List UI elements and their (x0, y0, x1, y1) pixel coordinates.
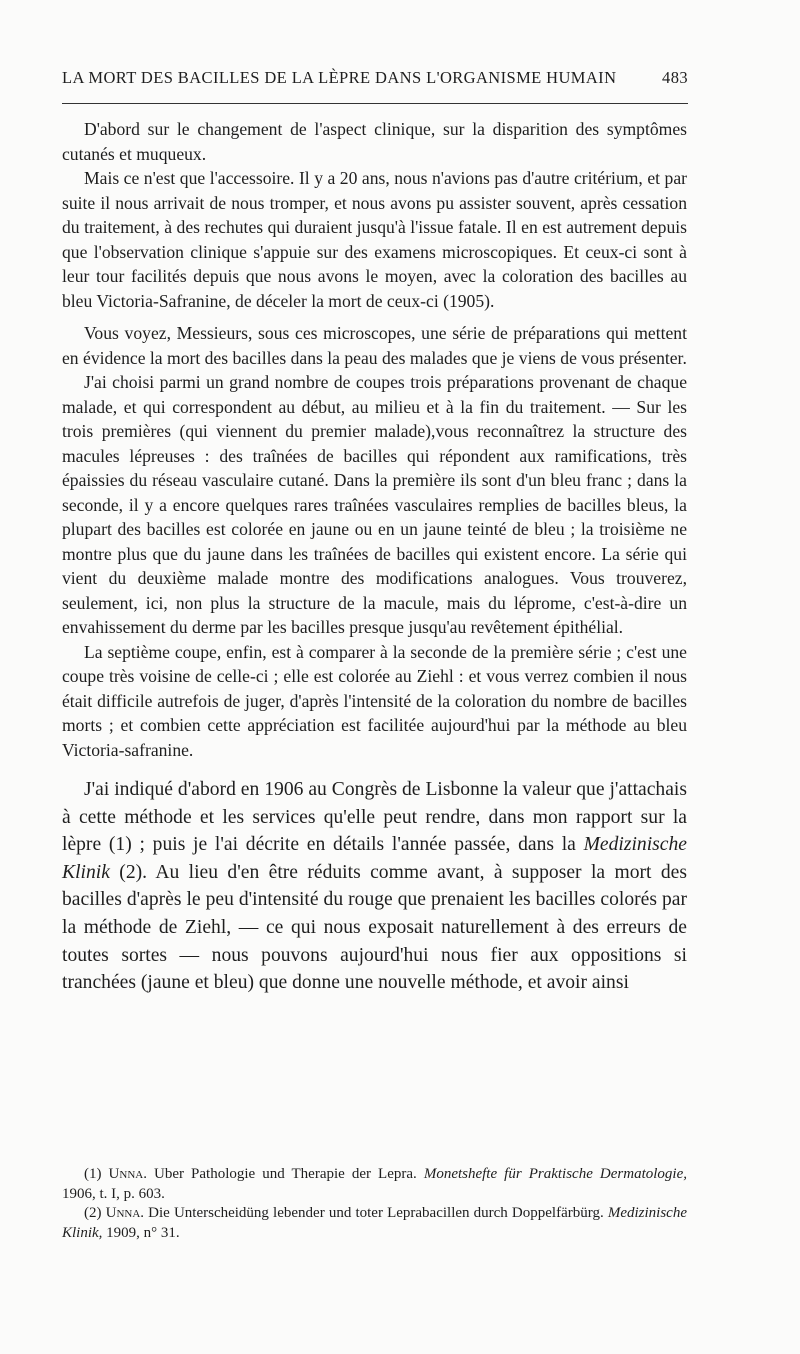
header-rule (62, 103, 688, 104)
paragraph: Mais ce n'est que l'accessoire. Il y a 20 ans, nous n'avions pas d'autre critérium, et par suite il nous arrivait de nous tromper, et nous avons pu assister souvent, après cessation du traitement, à des rechutes qui duraient jusqu'à l'issue fatale. Il en est autrement depuis que l'observation clinique s'appuie sur des examens microscopiques. Et ceux-ci sont à leur tour facilités depuis que nous avons le moyen, avec la coloration des bacilles au bleu Victoria-Safranine, de déceler la mort de ceux-ci (1905). (62, 168, 687, 311)
paragraph-text: (2). Au lieu d'en être réduits comme avant, à supposer la mort des bacilles d'après le peu d'intensité du rouge que prenaient les bacilles colorés par la méthode de Ziehl, — ce qui nous exposait naturellement à des erreurs de toutes sortes — nous pouvons aujourd'hui nous fier aux oppositions si tranchées (jaune et bleu) que donne une nouvelle méthode, et avoir ainsi (62, 861, 687, 994)
small-text-block (62, 117, 687, 762)
footnote-author: Unna (108, 1166, 144, 1182)
footnote-author: Unna (105, 1205, 141, 1222)
paragraph: D'abord sur le changement de l'aspect clinique, sur la disparition des symptômes cutanés et muqueux. (62, 119, 687, 164)
footnote (62, 1204, 687, 1243)
paragraph (62, 776, 687, 997)
footnote-marker: (2) (84, 1205, 106, 1222)
footnotes (62, 1165, 687, 1243)
footnote-text: . Die Unterscheidüng lebender und toter Leprabacillen durch Doppelfärbürg. (140, 1205, 608, 1222)
footnote-text: . Uber Pathologie und Therapie der Lepra. (143, 1166, 424, 1182)
footnote-marker: (1) (84, 1166, 109, 1182)
running-title: LA MORT DES BACILLES DE LA LÈPRE DANS L'ORGANISME HUMAIN (62, 68, 617, 87)
page-number: 483 (662, 68, 688, 87)
paragraph: La septième coupe, enfin, est à comparer à la seconde de la première série ; c'est une coupe très voisine de celle-ci ; elle est colorée au Ziehl : et vous verrez combien il nous était difficile autrefois de juger, d'après l'intensité de la coloration du nombre de bacilles morts ; et combien cette appréciation est facilitée aujourd'hui par la méthode au bleu Victoria-safranine. (62, 641, 687, 760)
running-header (62, 68, 688, 88)
paragraph-text: J'ai indiqué d'abord en 1906 au Congrès de Lisbonne la valeur que j'attachais à cette méthode et les services qu'elle peut rendre, dans mon rapport sur la lèpre (1) ; puis je l'ai décrite en détails l'année passée, dans la (62, 779, 687, 856)
footnote-citation: 1906, t. I, p. 603. (62, 1185, 165, 1202)
body-text (62, 117, 687, 997)
large-text-block (62, 776, 687, 997)
footnote-journal: Medizinische Klinik, (62, 1205, 687, 1241)
footnote-citation: 1909, n° 31. (102, 1224, 180, 1241)
paragraph: Vous voyez, Messieurs, sous ces microscopes, une série de préparations qui mettent en évidence la mort des bacilles dans la peau des malades que je viens de vous présenter. (62, 323, 687, 368)
journal-title: Medizinische Klinik (62, 834, 687, 883)
paragraph: J'ai choisi parmi un grand nombre de coupes trois préparations provenant de chaque malade, et qui correspondent au début, au milieu et à la fin du traitement. — Sur les trois premières (qui viennent du premier malade),vous reconnaîtrez la structure des macules lépreuses : des traînées de bacilles qui répondent aux ramifications, très épaissies du réseau vasculaire cutané. Dans la première ils sont d'un bleu franc ; dans la seconde, il y a encore quelques rares traînées vasculaires remplies de bacilles bleus, la plupart des bacilles est colorée en jaune ou en un jaune teinté de bleu ; la troisième ne montre plus que du jaune dans les traînées de bacilles qui existent encore. La série qui vient du deuxième malade montre des modifications analogues. Vous trouverez, seulement, ici, non plus la structure de la macule, mais du léprome, c'est-à-dire un envahissement du derme par les bacilles presque jusqu'au revêtement épithélial. (62, 372, 687, 637)
footnote-journal: Monetshefte für Praktische Dermatologie, (423, 1166, 687, 1182)
footnote (62, 1165, 687, 1204)
